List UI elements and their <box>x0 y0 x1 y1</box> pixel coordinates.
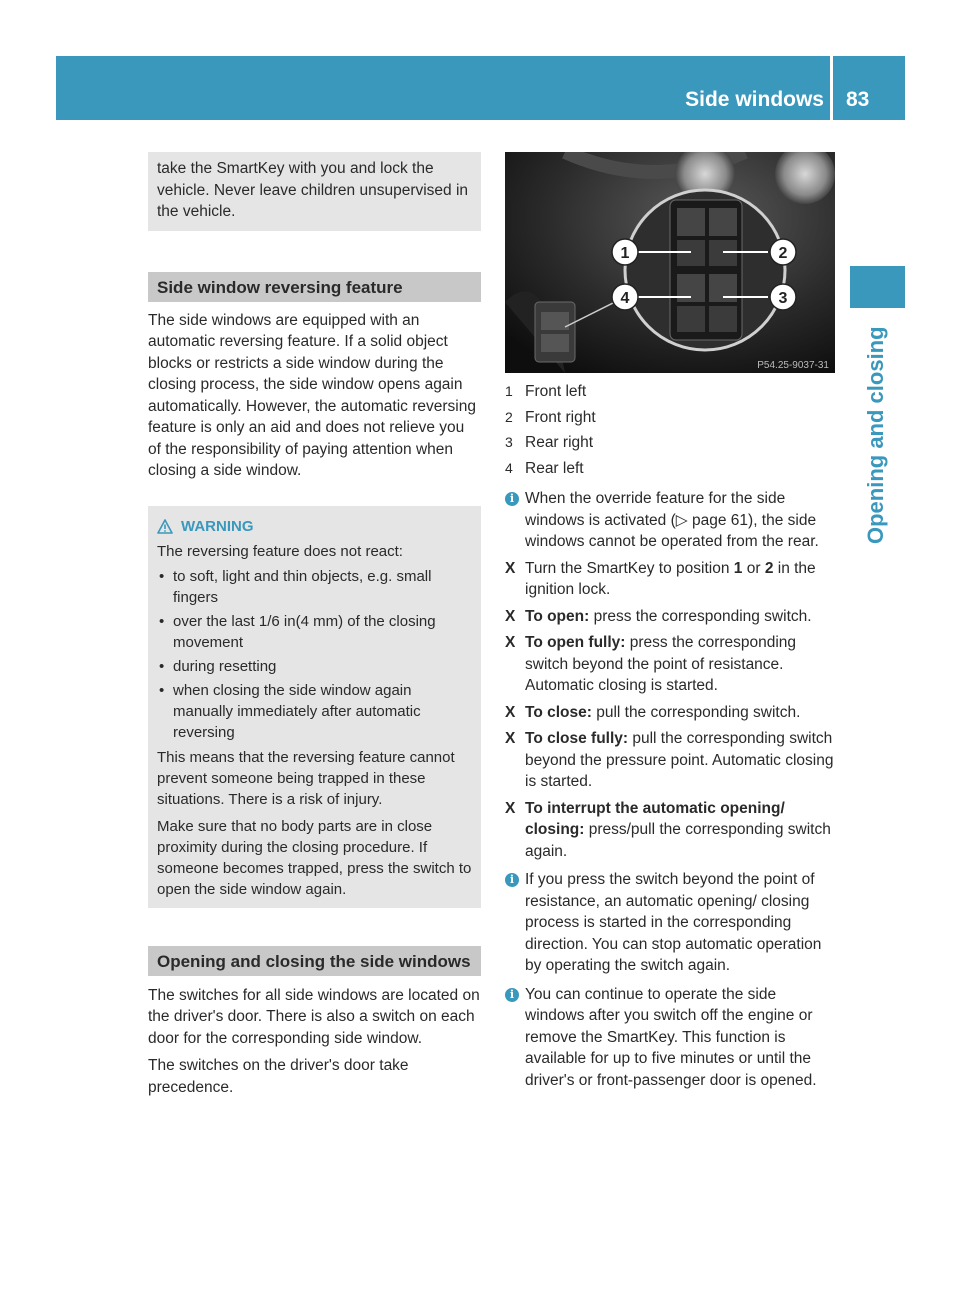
step-text-part: or <box>742 559 765 577</box>
step-arrow-icon: X <box>505 730 516 747</box>
step-label: To open: <box>525 607 590 625</box>
step-text <box>525 558 835 601</box>
step-arrow-icon: X <box>505 799 516 817</box>
step-text-part: Turn the SmartKey to position <box>525 559 734 577</box>
instruction-step <box>505 798 835 863</box>
info-icon: i <box>505 873 519 887</box>
section-heading-reversing: Side window reversing feature <box>148 272 481 302</box>
info-note <box>505 488 835 553</box>
step-label: To interrupt the automatic opening/ closing: <box>525 799 785 838</box>
info-text: ), the side windows cannot be operated from the rear. <box>525 511 819 550</box>
legend-label: Rear left <box>525 459 584 477</box>
page-reference-arrow-icon: ▷ <box>675 511 692 529</box>
step-text <box>525 798 835 863</box>
warning-header <box>157 516 473 537</box>
warning-intro: The reversing feature does not react: <box>157 542 403 560</box>
info-note-text: You can continue to operate the side windows after you switch off the engine or remove the SmartKey. This function is available for up to five minutes or until the driver's or front-passenger door is opened. <box>525 985 817 1089</box>
instruction-step <box>505 702 835 724</box>
legend-item <box>505 381 835 403</box>
right-column <box>505 152 835 1091</box>
step-text <box>525 606 812 628</box>
window-switch-photo <box>505 152 835 373</box>
window-switch-figure <box>505 152 835 373</box>
legend-label: Front right <box>525 408 596 426</box>
legend-label: Front left <box>525 383 587 400</box>
warning-box <box>148 506 481 908</box>
info-icon: i <box>505 988 519 1002</box>
key-position: 2 <box>764 559 774 577</box>
instruction-step <box>505 558 835 601</box>
step-label: To close: <box>525 703 592 721</box>
continued-note-text: take the SmartKey with you and lock the vehicle. Never leave children unsupervised in the vehicle. <box>157 160 469 220</box>
warning-bullet: • when closing the side window again manually immediately after automatic reversing <box>157 680 473 743</box>
step-arrow-icon: X <box>505 703 516 721</box>
step-text <box>525 702 800 724</box>
page-reference-link[interactable]: page 61 <box>692 511 749 529</box>
section-body-opening: The switches for all side windows are located on the driver's door. There is also a switch on each door for the corresponding side window. <box>148 986 480 1047</box>
info-text: When the override feature for the side windows is activated ( <box>525 490 786 529</box>
instruction-step <box>505 632 835 697</box>
legend-number: 4 <box>505 459 513 476</box>
figure-callout: 2 <box>778 245 788 262</box>
side-tab-label: Opening and closing <box>863 326 888 544</box>
info-icon: i <box>505 492 519 506</box>
step-arrow-icon: X <box>505 559 516 577</box>
step-text-part: press the corresponding switch beyond the point of resistance. Automatic closing is started. <box>525 634 797 694</box>
warning-bullet: • over the last 1/6 in(4 mm) of the closing movement <box>157 611 473 653</box>
step-label: To close fully: <box>525 730 629 747</box>
page-number: 83 <box>846 88 870 111</box>
key-position: 1 <box>733 559 743 577</box>
figure-callout: 4 <box>620 290 630 307</box>
legend-item <box>505 407 835 429</box>
info-note-text <box>525 488 835 553</box>
section-body-reversing: The side windows are equipped with an automatic reversing feature. If a solid object blocks or restricts a side window during the closing process, the side window opens again automatically. However, the automatic reversing feature is only an aid and does not relieve you of the responsibility of paying attention when closing a side window. <box>148 311 476 479</box>
step-text-part: press the corresponding switch. <box>589 607 812 625</box>
side-tab-marker <box>850 266 905 308</box>
step-text-part: pull the corresponding switch beyond the pressure point. Automatic closing is started. <box>525 730 834 790</box>
legend-item <box>505 458 835 480</box>
legend-number: 3 <box>505 434 513 450</box>
page-title: Side windows <box>685 88 824 111</box>
info-note <box>505 984 835 1092</box>
step-label: To open fully: <box>525 634 626 651</box>
warning-triangle-icon <box>157 519 173 534</box>
instruction-step <box>505 728 835 793</box>
figure-callout: 3 <box>778 290 788 307</box>
legend-number: 2 <box>505 408 513 425</box>
step-text-part: press/pull the corresponding switch again. <box>525 821 831 860</box>
header-divider <box>830 56 833 120</box>
step-text-part: pull the corresponding switch. <box>591 703 801 721</box>
legend-item <box>505 432 835 454</box>
step-arrow-icon: X <box>505 607 516 625</box>
section-body-opening: The switches on the driver's door take precedence. <box>148 1057 409 1096</box>
step-arrow-icon: X <box>505 634 516 651</box>
legend-number: 1 <box>505 383 513 399</box>
legend-label: Rear right <box>525 434 594 451</box>
warning-paragraph: This means that the reversing feature cannot prevent someone being trapped in these situations. There is a risk of injury. <box>157 748 455 808</box>
warning-bullet: • during resetting <box>157 656 473 677</box>
info-note <box>505 869 835 977</box>
warning-title: WARNING <box>181 517 254 535</box>
figure-code: P54.25-9037-31 <box>757 360 829 371</box>
step-text <box>525 728 835 793</box>
figure-callout: 1 <box>620 245 630 262</box>
step-text-part: in the ignition lock. <box>525 559 816 598</box>
warning-bullet: • to soft, light and thin objects, e.g. small fingers <box>157 566 473 608</box>
continued-note-box <box>148 152 481 231</box>
left-column <box>148 152 481 1098</box>
step-text <box>525 632 835 697</box>
section-heading-opening: Opening and closing the side windows <box>148 946 481 976</box>
instruction-step <box>505 606 835 628</box>
info-note-text: If you press the switch beyond the point of resistance, an automatic opening/ closing process is started in the corresponding direction. You can stop automatic operation by operating the switch again. <box>525 871 822 974</box>
warning-paragraph: Make sure that no body parts are in close proximity during the closing procedure. If someone becomes trapped, press the switch to open the side window again. <box>157 817 472 898</box>
figure-legend <box>505 381 835 479</box>
